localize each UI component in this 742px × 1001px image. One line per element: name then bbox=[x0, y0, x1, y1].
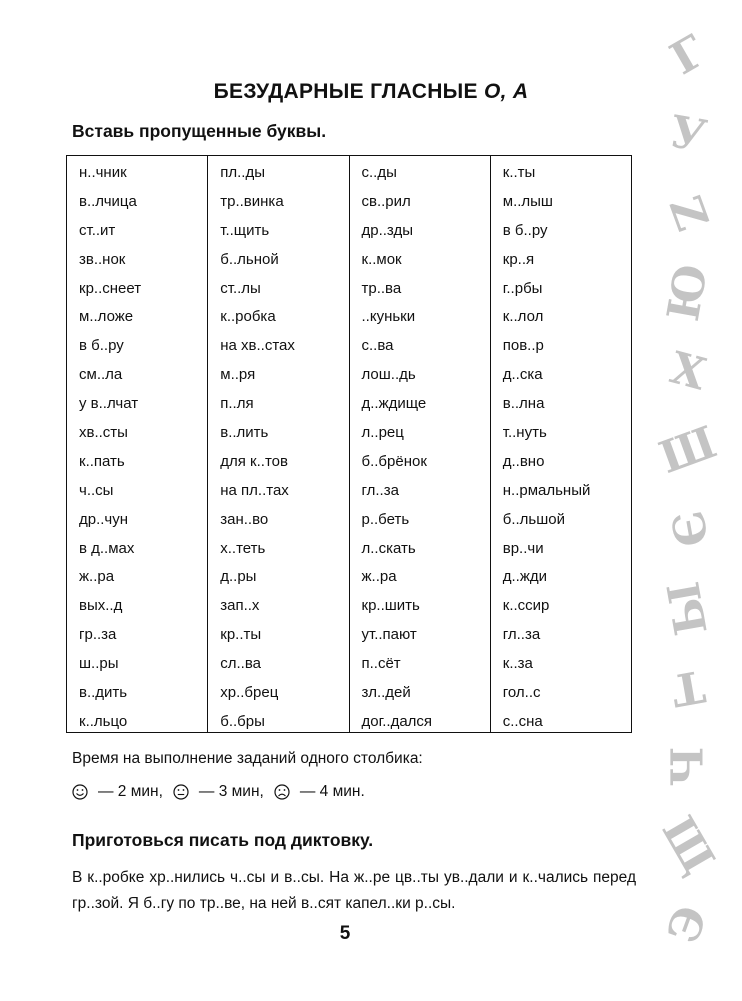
word-cell: ут..пают bbox=[361, 626, 417, 644]
word-cell: кр..снеет bbox=[79, 279, 142, 297]
word-column bbox=[208, 156, 349, 732]
decorative-letter: Ш bbox=[653, 416, 723, 485]
decorative-letter: Х bbox=[664, 342, 712, 401]
word-cell: д..ска bbox=[502, 366, 543, 384]
word-cell: к..льцо bbox=[79, 712, 128, 730]
word-cell: др..чун bbox=[79, 510, 129, 528]
word-cell: т..щить bbox=[220, 221, 270, 239]
word-cell: л..рец bbox=[361, 424, 404, 442]
word-cell: х..теть bbox=[220, 539, 266, 557]
page-title bbox=[0, 80, 742, 104]
time-note: Время на выполнение заданий одного столбика: bbox=[72, 750, 423, 767]
word-cell: пл..ды bbox=[220, 164, 265, 181]
word-cell: у в..лчат bbox=[79, 395, 139, 413]
word-cell: вр..чи bbox=[502, 539, 544, 557]
word-cell: б..льной bbox=[220, 250, 279, 268]
decorative-alphabet-strip bbox=[650, 25, 742, 990]
time-neutral: — 3 мин, bbox=[198, 783, 264, 800]
word-cell: б..брёнок bbox=[361, 452, 427, 470]
word-cell: с..сна bbox=[502, 712, 543, 730]
word-cell: см..ла bbox=[79, 366, 123, 384]
word-cell: м..ря bbox=[220, 366, 256, 384]
word-cell: хр..брец bbox=[220, 684, 279, 702]
time-legend bbox=[72, 783, 375, 801]
time-sad: — 4 мин. bbox=[299, 783, 365, 800]
word-cell: дог..дался bbox=[361, 712, 433, 730]
word-cell: тр..ва bbox=[361, 279, 402, 297]
task-instruction-2: Приготовься писать под диктовку. bbox=[72, 830, 374, 850]
word-cell: к..ссир bbox=[502, 597, 550, 615]
word-cell: в..лчица bbox=[79, 192, 137, 210]
word-cell: м..лыш bbox=[502, 192, 553, 210]
time-happy: — 2 мин, bbox=[98, 783, 163, 800]
word-cell: кр..ты bbox=[220, 626, 262, 644]
word-cell: ст..ит bbox=[79, 221, 116, 239]
decorative-letter: Т bbox=[667, 659, 709, 716]
word-cell: гл..за bbox=[361, 481, 399, 499]
neutral-face-icon bbox=[173, 784, 189, 800]
decorative-letter: У bbox=[665, 106, 711, 163]
word-cell: д..вно bbox=[502, 452, 545, 470]
word-cell: на пл..тах bbox=[220, 481, 289, 499]
word-cell: в..лить bbox=[220, 424, 269, 442]
word-column bbox=[491, 156, 631, 732]
task-instruction-1: Вставь пропущенные буквы. bbox=[72, 121, 327, 141]
word-cell: для к..тов bbox=[220, 452, 288, 470]
decorative-letter: Ы bbox=[658, 578, 718, 639]
page-number: 5 bbox=[339, 923, 351, 944]
word-cell: с..ды bbox=[361, 164, 397, 181]
word-cell: в..дить bbox=[79, 684, 128, 702]
title-main: БЕЗУДАРНЫЕ ГЛАСНЫЕ bbox=[213, 80, 478, 103]
decorative-letter: Ч bbox=[662, 746, 714, 787]
word-cell: к..пать bbox=[79, 452, 125, 470]
decorative-letter: Э bbox=[658, 899, 718, 950]
word-cell: пов..р bbox=[502, 337, 544, 355]
word-cell: к..за bbox=[502, 655, 533, 673]
word-cell: св..рил bbox=[361, 192, 411, 210]
word-cell: лош..дь bbox=[361, 366, 416, 384]
word-cell: д..ры bbox=[220, 568, 257, 586]
word-cell: ж..ра bbox=[79, 568, 115, 586]
word-cell: зв..нок bbox=[79, 250, 126, 268]
happy-face-icon bbox=[72, 784, 88, 800]
word-cell: ст..лы bbox=[220, 279, 261, 297]
word-cell: гл..за bbox=[502, 626, 541, 644]
word-cell: зл..дей bbox=[361, 684, 411, 702]
word-cell: б..льшой bbox=[502, 510, 565, 528]
word-cell: ш..ры bbox=[79, 655, 119, 673]
decorative-letter: Щ bbox=[651, 808, 725, 883]
word-table bbox=[66, 155, 632, 733]
word-cell: зан..во bbox=[220, 510, 269, 528]
word-cell: в б..ру bbox=[79, 337, 124, 355]
dictation-text: В к..робке хр..нились ч..сы и в..сы. На ж..ре цв..ты ув..дали и к..чались перед гр..зой. Я б..гу по тр..ве, на ней в..сят капел..ки р..сы. bbox=[72, 869, 636, 912]
word-cell: н..рмальный bbox=[502, 481, 591, 499]
word-cell: гол..с bbox=[502, 684, 541, 702]
word-cell: в..лна bbox=[502, 395, 545, 413]
word-cell: др..зды bbox=[361, 221, 414, 239]
word-cell: хв..сты bbox=[79, 424, 128, 442]
word-cell: зап..х bbox=[220, 597, 260, 615]
title-letters: О, А bbox=[483, 80, 529, 103]
word-cell: м..ложе bbox=[79, 308, 134, 326]
word-cell: кр..шить bbox=[361, 597, 420, 615]
sad-face-icon bbox=[274, 784, 290, 800]
word-cell: к..мок bbox=[361, 250, 402, 268]
word-cell: в б..ру bbox=[502, 221, 548, 239]
word-cell: д..ждище bbox=[361, 395, 427, 413]
word-cell: с..ва bbox=[361, 337, 394, 355]
word-cell: вых..д bbox=[79, 597, 123, 615]
word-cell: р..беть bbox=[361, 510, 410, 528]
decorative-letter: Э bbox=[659, 507, 717, 552]
word-cell: в д..мах bbox=[79, 539, 135, 557]
word-cell: гр..за bbox=[79, 626, 117, 644]
word-cell: к..лол bbox=[502, 308, 544, 326]
decorative-letter: Ю bbox=[657, 260, 719, 325]
word-column bbox=[350, 156, 491, 732]
word-cell: ч..сы bbox=[79, 481, 114, 499]
word-column bbox=[67, 156, 208, 732]
word-cell: д..жди bbox=[502, 568, 548, 586]
word-cell: л..скать bbox=[361, 539, 416, 557]
word-cell: т..нуть bbox=[502, 424, 547, 442]
word-cell: п..сёт bbox=[361, 655, 401, 673]
word-cell: к..ты bbox=[502, 164, 536, 181]
word-cell: тр..винка bbox=[220, 192, 284, 210]
word-cell: кр..я bbox=[502, 250, 535, 268]
word-cell: к..робка bbox=[220, 308, 276, 326]
word-cell: сл..ва bbox=[220, 655, 261, 673]
decorative-letter: Z bbox=[658, 189, 718, 238]
word-cell: ж..ра bbox=[361, 568, 397, 586]
decorative-letter: Г bbox=[662, 25, 714, 86]
word-cell: н..чник bbox=[79, 164, 127, 181]
word-cell: на хв..стах bbox=[220, 337, 295, 355]
word-cell: ..куньки bbox=[361, 308, 416, 326]
word-cell: г..рбы bbox=[502, 279, 543, 297]
word-cell: б..бры bbox=[220, 712, 265, 730]
word-cell: п..ля bbox=[220, 395, 254, 413]
